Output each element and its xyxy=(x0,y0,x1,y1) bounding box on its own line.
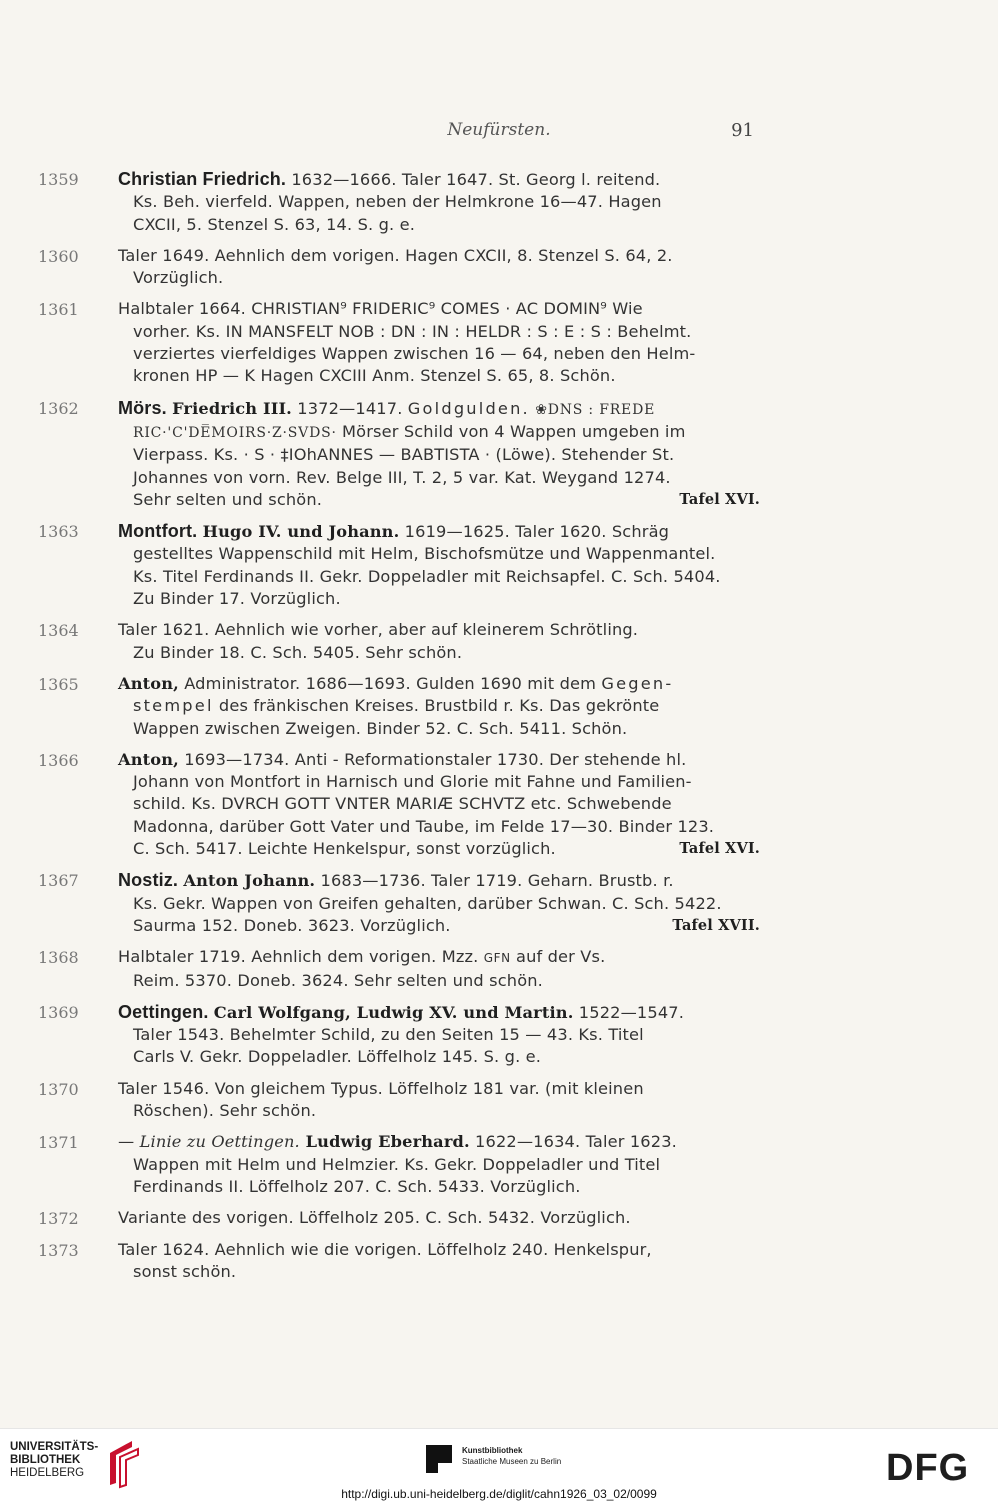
entry-number: 1368 xyxy=(38,948,79,968)
entry-number: 1365 xyxy=(38,674,79,694)
plate-reference: Tafel XVI. xyxy=(679,840,760,858)
entry-subheading: Anton Johann. xyxy=(183,871,316,891)
entry-line: Vierpass. Ks. · S · ‡IOhANNES — BABTISTA · (Löwe). Stehender St. xyxy=(133,445,675,465)
entry-heading: Oettingen. xyxy=(118,1001,209,1022)
entry-text xyxy=(118,946,760,992)
entry-text xyxy=(118,1001,760,1069)
entry-subheading: Hugo IV. und Johann. xyxy=(202,522,400,542)
catalog-entry xyxy=(38,1078,760,1123)
entry-number: 1361 xyxy=(38,300,79,320)
plate-reference: Tafel XVI. xyxy=(679,490,760,508)
entry-line: Halbtaler 1719. Aehnlich dem vorigen. Mzz. xyxy=(118,947,484,967)
entry-line: Ferdinands II. Löffelholz 207. C. Sch. 5433. Vorzüglich. xyxy=(133,1176,581,1196)
entry-line: des fränkischen Kreises. Brustbild r. Ks. Das gekrönte xyxy=(213,696,660,716)
entry-line: — xyxy=(118,1132,140,1152)
entry-line: verziertes vierfeldiges Wappen zwischen 16 — 64, neben den Helm- xyxy=(133,344,696,364)
catalog-list xyxy=(38,168,760,1293)
entry-number: 1366 xyxy=(38,750,79,770)
entry-spaced-word: Gegen- xyxy=(601,673,674,693)
entry-line: 1619—1625. Taler 1620. Schräg xyxy=(399,522,670,542)
entry-line: Mörser Schild von 4 Wappen umgeben im xyxy=(336,421,686,441)
entry-line: Ks. Gekr. Wappen von Greifen gehalten, darüber Schwan. C. Sch. 5422. xyxy=(133,893,722,913)
entry-line: Taler 1624. Aehnlich wie die vorigen. Löffelholz 240. Henkelspur, xyxy=(118,1240,652,1260)
page-number: 91 xyxy=(731,120,754,141)
entry-text xyxy=(118,520,760,610)
page-header xyxy=(0,118,998,148)
entry-line: gestelltes Wappenschild mit Helm, Bischofsmütze und Wappenmantel. xyxy=(133,544,716,564)
entry-line: Variante des vorigen. Löffelholz 205. C. Sch. 5432. Vorzüglich. xyxy=(118,1208,631,1228)
entry-line: Halbtaler 1664. CHRISTIAN⁹ FRIDERIC⁹ COMES · AC DOMIN⁹ Wie xyxy=(118,299,643,319)
catalog-entry xyxy=(38,1001,760,1069)
entry-text xyxy=(118,869,760,937)
entry-number: 1367 xyxy=(38,871,79,891)
entry-line: Administrator. 1686—1693. Gulden 1690 mit dem xyxy=(178,673,602,693)
entry-line: Johannes von vorn. Rev. Belge III, T. 2, 5 var. Kat. Weygand 1274. xyxy=(133,467,671,487)
entry-line: Johann von Montfort in Harnisch und Glorie mit Fahne und Familien- xyxy=(133,772,692,792)
entry-line: Taler 1649. Aehnlich dem vorigen. Hagen CXCII, 8. Stenzel S. 64, 2. xyxy=(118,245,673,265)
entry-line: C. Sch. 5417. Leichte Henkelspur, sonst vorzüglich. xyxy=(133,839,556,859)
entry-subheading: Carl Wolfgang, Ludwig XV. und Martin. xyxy=(213,1002,574,1022)
kunstbibliothek-logo[interactable] xyxy=(424,1443,584,1479)
entry-line: Carls V. Gekr. Doppeladler. Löffelholz 145. S. g. e. xyxy=(133,1047,542,1067)
catalog-entry xyxy=(38,619,760,664)
catalog-entry xyxy=(38,869,760,937)
entry-heading: Montfort. xyxy=(118,521,198,542)
entry-line: auf der Vs. xyxy=(510,947,606,967)
entry-line: Sehr selten und schön. xyxy=(133,489,323,509)
entry-heading: Christian Friedrich. xyxy=(118,169,287,189)
entry-line: Röschen). Sehr schön. xyxy=(133,1100,317,1120)
entry-number: 1364 xyxy=(38,621,79,641)
entry-line: Wappen mit Helm und Helmzier. Ks. Gekr. Doppeladler und Titel xyxy=(133,1154,661,1174)
entry-line: Saurma 152. Doneb. 3623. Vorzüglich. xyxy=(133,915,451,935)
entry-heading: Nostiz. xyxy=(118,870,179,891)
entry-text xyxy=(118,1239,760,1284)
catalog-entry xyxy=(38,749,760,860)
entry-subheading: Ludwig Eberhard. xyxy=(299,1132,470,1152)
catalog-entry xyxy=(38,1239,760,1284)
entry-number: 1360 xyxy=(38,246,79,266)
entry-text xyxy=(118,673,760,740)
entry-text xyxy=(118,298,760,387)
entry-number: 1373 xyxy=(38,1241,79,1261)
entry-line: Madonna, darüber Gott Vater und Taube, im Felde 17—30. Binder 123. xyxy=(133,816,715,836)
entry-line: Ks. Titel Ferdinands II. Gekr. Doppeladler mit Reichsapfel. C. Sch. 5404. xyxy=(133,566,721,586)
entry-line: 1522—1547. xyxy=(573,1002,685,1022)
plate-reference: Tafel XVII. xyxy=(672,916,760,934)
entry-line: 1632—1666. Taler 1647. St. Georg l. reitend. xyxy=(286,170,661,189)
catalog-entry xyxy=(38,673,760,740)
entry-line: Taler 1621. Aehnlich wie vorher, aber auf kleinerem Schrötling. xyxy=(118,620,639,640)
entry-number: 1369 xyxy=(38,1002,79,1022)
entry-text xyxy=(118,1078,760,1123)
entry-line: Reim. 5370. Doneb. 3624. Sehr selten und schön. xyxy=(133,970,543,990)
entry-text xyxy=(118,1131,760,1198)
coin-legend: RIC·'C'DE̅MOIRS·Z·SVDS· xyxy=(133,424,337,441)
catalog-entry xyxy=(38,520,760,610)
entry-number: 1362 xyxy=(38,398,79,418)
entry-line: Zu Binder 17. Vorzüglich. xyxy=(133,589,341,609)
catalog-entry xyxy=(38,1207,760,1230)
entry-text xyxy=(118,749,760,860)
entry-line: Wappen zwischen Zweigen. Binder 52. C. Sch. 5411. Schön. xyxy=(133,718,628,738)
mint-mark: GFN xyxy=(483,951,511,966)
entry-text xyxy=(118,245,760,290)
catalog-entry xyxy=(38,168,760,236)
catalog-entry xyxy=(38,1131,760,1198)
entry-text xyxy=(118,168,760,236)
entry-line: Ks. Beh. vierfeld. Wappen, neben der Helmkrone 16—47. Hagen xyxy=(133,192,662,212)
entry-number: 1370 xyxy=(38,1079,79,1099)
logo-text-line: UNIVERSITÄTS- xyxy=(10,1441,99,1453)
entry-spaced-word: Goldgulden. xyxy=(407,398,530,418)
entry-number: 1363 xyxy=(38,522,79,542)
entry-line: kronen HP — K Hagen CXCIII Anm. Stenzel S. 65, 8. Schön. xyxy=(133,366,616,386)
running-title: Neufürsten. xyxy=(447,120,551,140)
catalog-entry xyxy=(38,245,760,290)
logo-text-line: Kunstbibliothek xyxy=(462,1446,523,1455)
entry-text xyxy=(118,397,760,511)
entry-line: Vorzüglich. xyxy=(133,268,224,288)
entry-line: sonst schön. xyxy=(133,1262,237,1282)
kunstbibliothek-emblem-icon xyxy=(424,1443,454,1475)
entry-text xyxy=(118,1207,760,1230)
entry-line: schild. Ks. DVRCH GOTT VNTER MARIÆ SCHVTZ etc. Schwebende xyxy=(133,794,672,814)
logo-text-line: HEIDELBERG xyxy=(10,1467,85,1479)
viewer-footer xyxy=(0,1428,998,1504)
catalog-entry xyxy=(38,298,760,387)
page-url[interactable]: http://digi.ub.uni-heidelberg.de/diglit/cahn1926_03_02/0099 xyxy=(341,1487,657,1501)
entry-italic-heading: Linie zu Oettingen. xyxy=(139,1132,300,1152)
entry-text xyxy=(118,619,760,664)
entry-line: 1683—1736. Taler 1719. Geharn. Brustb. r. xyxy=(315,871,674,891)
entry-line: 1622—1634. Taler 1623. xyxy=(469,1132,677,1152)
coin-legend: ❀DNS : FREDE xyxy=(535,401,656,418)
entry-line: 1693—1734. Anti - Reformationstaler 1730. Der stehende hl. xyxy=(178,749,687,769)
dfg-logo[interactable]: DFG xyxy=(886,1447,970,1489)
entry-line: Taler 1546. Von gleichem Typus. Löffelholz 181 var. (mit kleinen xyxy=(118,1078,644,1098)
heidelberg-library-logo[interactable] xyxy=(10,1441,150,1491)
entry-line: Taler 1543. Behelmter Schild, zu den Seiten 15 — 43. Ks. Titel xyxy=(133,1025,644,1045)
entry-subheading: Anton, xyxy=(118,673,179,693)
catalog-entry xyxy=(38,397,760,511)
entry-line: vorher. Ks. IN MANSFELT NOB : DN : IN : HELDR : S : E : S : Behelmt. xyxy=(133,321,692,341)
logo-text-line: Staatliche Museen zu Berlin xyxy=(462,1457,562,1466)
entry-number: 1359 xyxy=(38,170,79,189)
entry-number: 1372 xyxy=(38,1209,79,1229)
entry-spaced-word: stempel xyxy=(133,696,214,716)
library-emblem-icon xyxy=(104,1439,144,1489)
entry-line: 1372—1417. xyxy=(291,398,403,418)
entry-subheading: Friedrich III. xyxy=(172,398,292,418)
logo-text-line: BIBLIOTHEK xyxy=(10,1454,81,1466)
entry-subheading: Anton, xyxy=(118,749,179,769)
catalog-entry xyxy=(38,946,760,992)
entry-line: CXCII, 5. Stenzel S. 63, 14. S. g. e. xyxy=(133,214,416,234)
entry-line: Zu Binder 18. C. Sch. 5405. Sehr schön. xyxy=(133,642,463,662)
entry-heading: Mörs. xyxy=(118,397,167,418)
entry-number: 1371 xyxy=(38,1133,79,1153)
